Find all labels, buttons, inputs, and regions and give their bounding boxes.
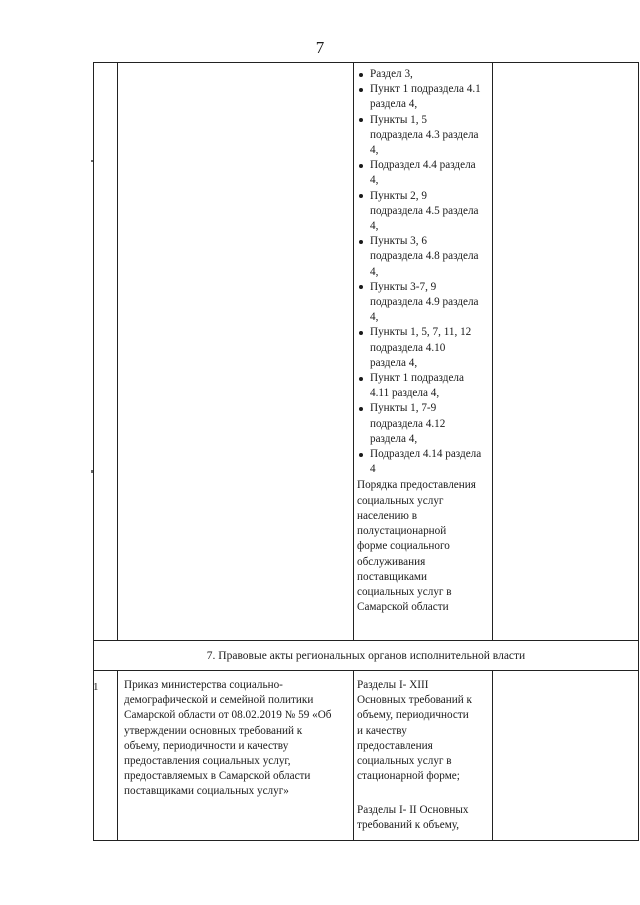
parts-cell-first: Разделы I- XIII Основных требований к объему, периодичности и качеству предоставления социальных услуг в стационарной форме; [357, 679, 472, 783]
document-tail-text: Порядка предоставления социальных услуг населению в полустационарной форме социального обслуживания поставщиками социальных услуг в Самарской области [357, 479, 476, 614]
list-item: Раздел 3, [357, 67, 491, 82]
col-border-number-row1 [117, 670, 118, 840]
col-border-name-row1 [353, 670, 354, 840]
list-item: Пункт 1 подраздела 4.11 раздела 4, [357, 371, 491, 401]
table-top-border [93, 62, 639, 63]
list-item: Пункты 1, 5, 7, 11, 12 подраздела 4.10 раздела 4, [357, 325, 491, 371]
table-bottom-border [93, 840, 639, 841]
list-item: Подраздел 4.14 раздела 4 [357, 447, 491, 477]
list-item: Пункты 1, 7-9 подраздела 4.12 раздела 4, [357, 401, 491, 447]
col-border-left [93, 62, 94, 840]
scan-mark [91, 470, 93, 473]
row-number: 1 [93, 681, 99, 693]
act-name-cell: Приказ министерства социально- демографической и семейной политики Самарской области от 08.02.2019 № 59 «Об утверждении основных требований к объему, периодичности и качеству предоставления социальных услуг, предоставляемых в Самарской области поставщиками социальных услуг» [124, 679, 332, 798]
scan-mark [91, 160, 93, 162]
section-items-list [357, 67, 491, 477]
col-border-name [353, 62, 354, 640]
page-number: 7 [315, 38, 325, 57]
list-item: Пункты 1, 5 подраздела 4.3 раздела 4, [357, 113, 491, 159]
col-border-right [638, 62, 639, 840]
list-item: Пункты 3-7, 9 подраздела 4.9 раздела 4, [357, 280, 491, 326]
list-item: Пункты 3, 6 подраздела 4.8 раздела 4, [357, 234, 491, 280]
list-item: Пункты 2, 9 подраздела 4.5 раздела 4, [357, 189, 491, 235]
col-border-parts [492, 62, 493, 640]
col-border-number [117, 62, 118, 640]
list-item: Пункт 1 подраздела 4.1 раздела 4, [357, 82, 491, 112]
section-items-cell [357, 67, 491, 615]
section-header-top-border [93, 640, 639, 641]
parts-cell-second: Разделы I- II Основных требований к объему, [357, 804, 469, 832]
section-header: 7. Правовые акты региональных органов исполнительной власти [206, 650, 526, 662]
list-item: Подраздел 4.4 раздела 4, [357, 158, 491, 188]
section-header-bottom-border [93, 670, 639, 671]
col-border-parts-row1 [492, 670, 493, 840]
